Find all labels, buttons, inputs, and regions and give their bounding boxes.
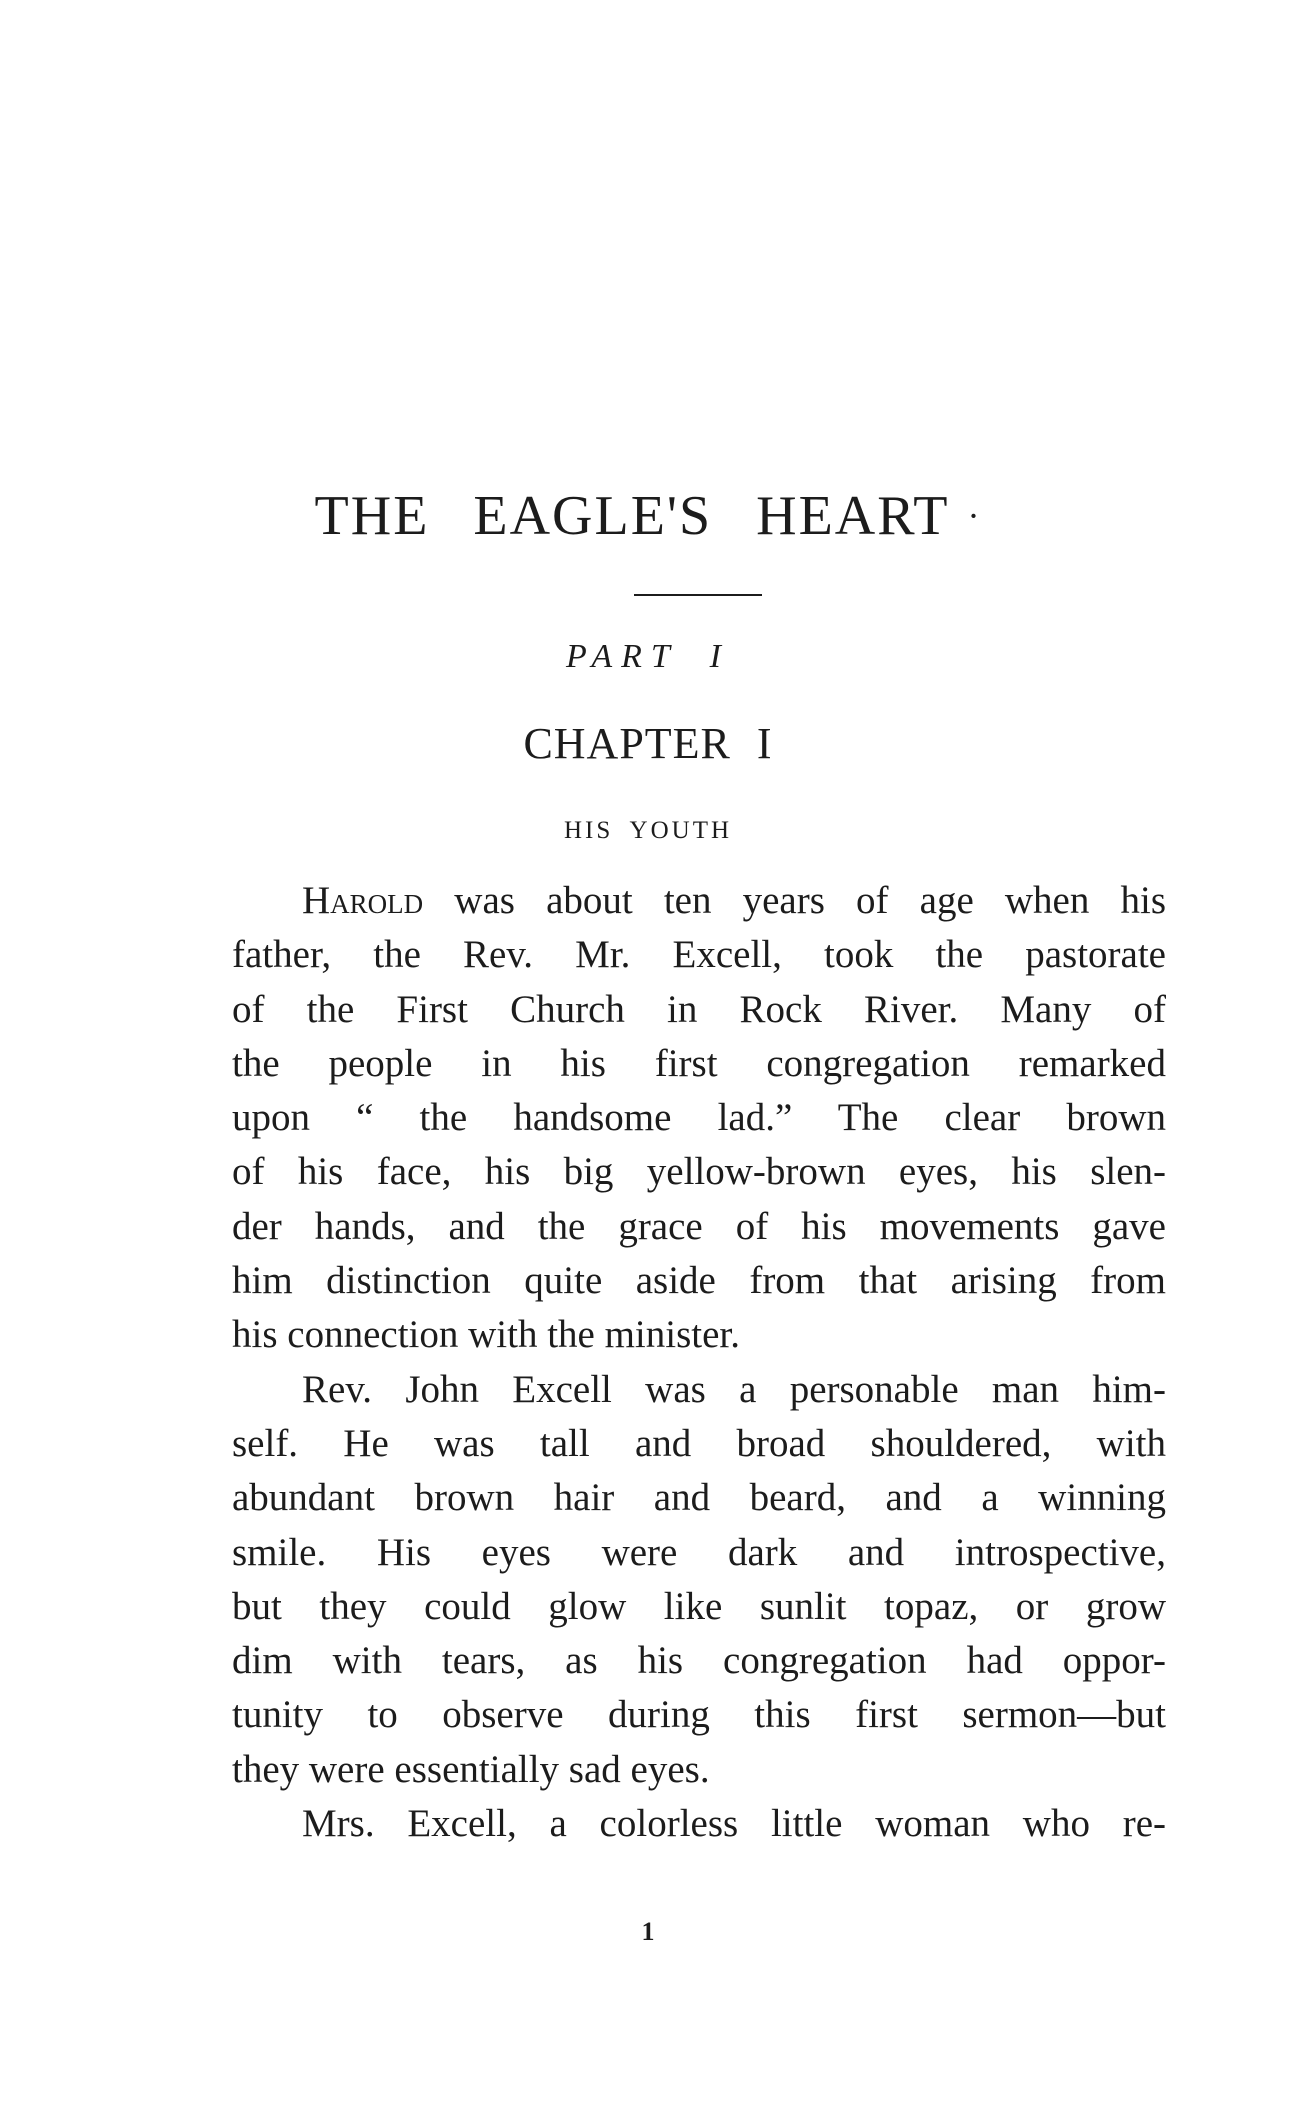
text-line: they were essentially sad eyes. [232,1747,710,1791]
chapter-heading: CHAPTER I [523,719,773,768]
text-line: der hands, and the grace of his movements gave [232,1204,1166,1248]
text-line: Rev. John Excell was a personable man him- [302,1367,1166,1411]
text-line: of the First Church in Rock River. Many of [232,987,1166,1031]
text-line: Harold was about ten years of age when his [302,879,1166,922]
text-line: the people in his first congregation remarked [232,1041,1166,1085]
text-line: his connection with the minister. [232,1313,741,1357]
text-line: abundant brown hair and beard, and a winning [232,1476,1166,1520]
body-text [232,874,1166,1851]
text-line: him distinction quite aside from that arising from [232,1259,1166,1303]
text-line: Mrs. Excell, a colorless little woman who re- [302,1802,1166,1846]
page-number: 1 [641,1917,655,1946]
text-line: dim with tears, as his congregation had oppor- [232,1639,1166,1683]
book-title-text: THE EAGLE'S HEART [314,485,950,547]
text-line: self. He was tall and broad shouldered, with [232,1421,1166,1465]
text-line: father, the Rev. Mr. Excell, took the pastorate [232,933,1166,977]
book-title [0,485,1296,547]
text-line: of his face, his big yellow-brown eyes, his slen- [232,1150,1166,1194]
text-line: smile. His eyes were dark and introspective, [232,1530,1166,1574]
text-line: tunity to observe during this first sermon—but [232,1693,1166,1737]
title-rule [634,594,762,596]
text-line: upon “ the handsome lad.” The clear brown [232,1096,1166,1140]
part-heading: PART I [565,638,731,675]
text-line: but they could glow like sunlit topaz, or grow [232,1584,1166,1628]
lead-word: Harold [302,879,424,922]
chapter-title: HIS YOUTH [563,817,733,844]
title-mark: · [967,496,982,536]
